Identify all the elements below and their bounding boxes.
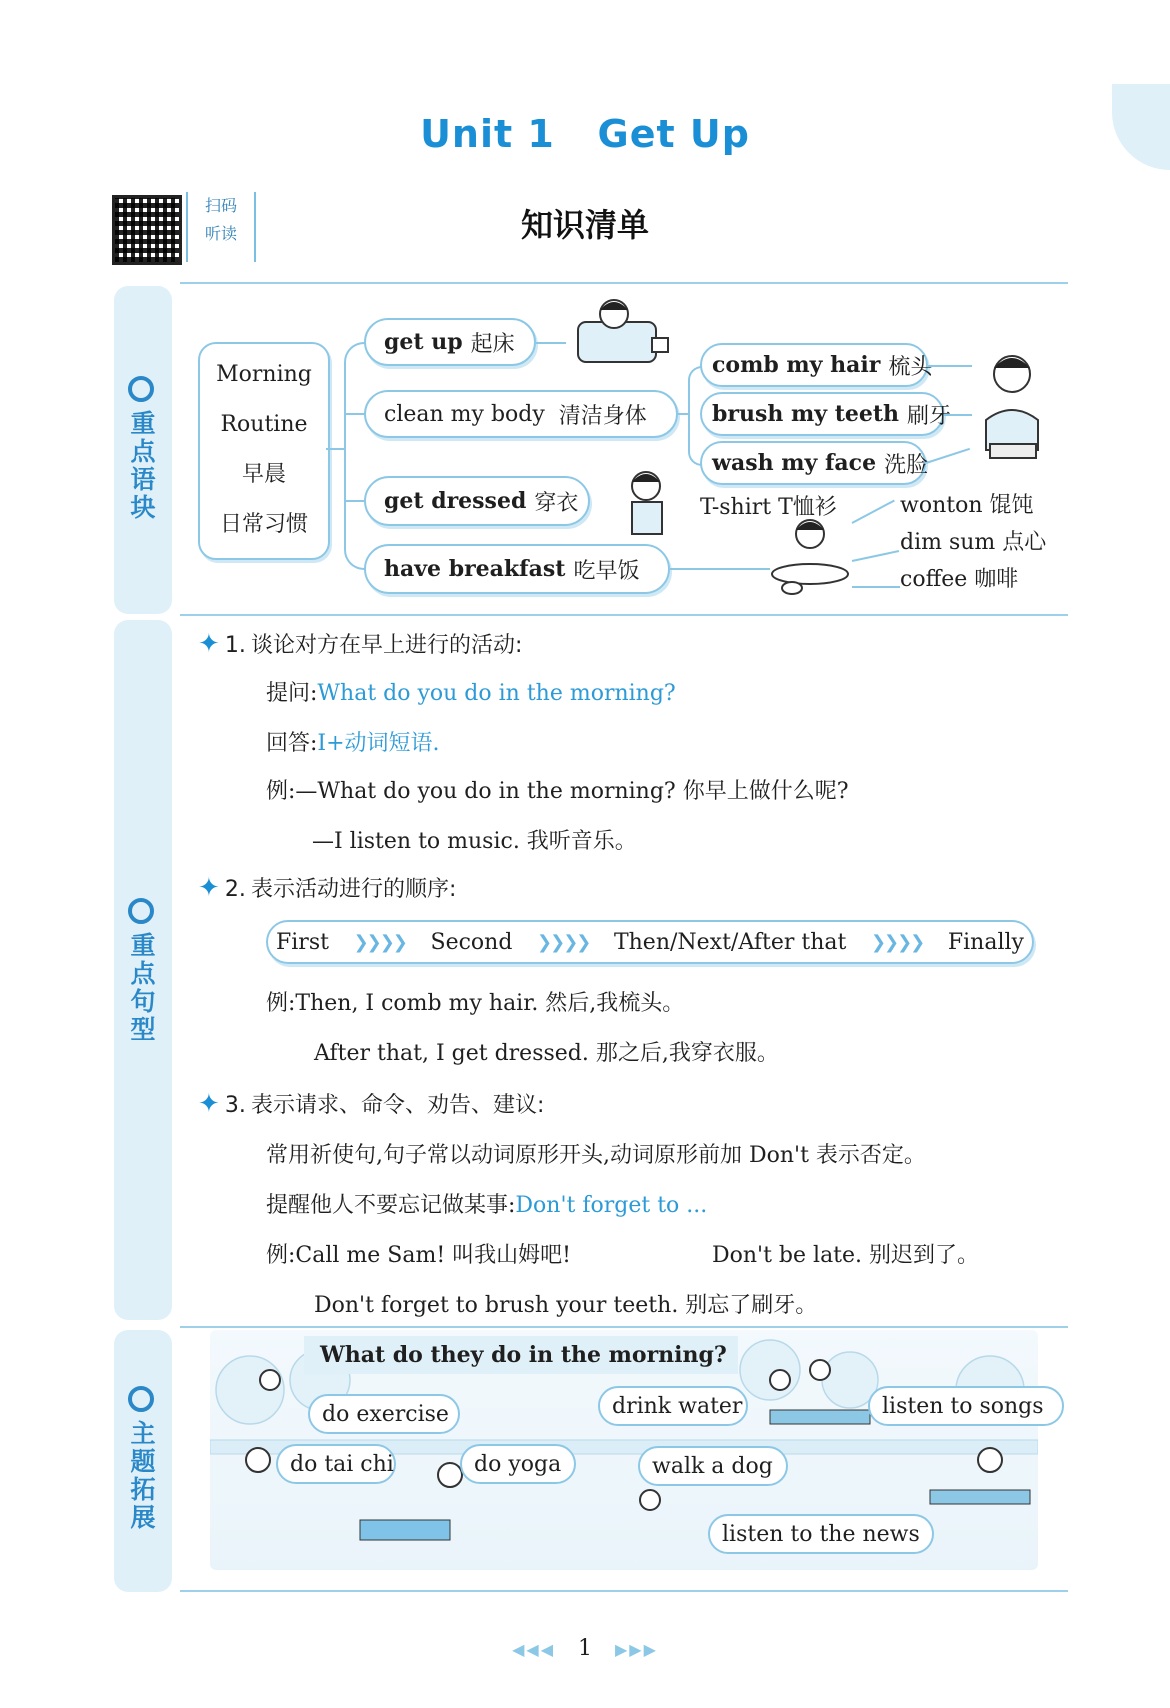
divider (180, 282, 1068, 284)
side-tab-char: 型 (130, 1015, 156, 1044)
chevrons-icon: ❯❯❯❯ (870, 931, 924, 953)
connector (344, 413, 366, 415)
phrase-get-up (364, 318, 536, 366)
item-title: 表示活动进行的顺序: (250, 877, 457, 902)
side-tab-sentences-label (114, 932, 172, 1044)
dressing-boy-illustration (618, 468, 678, 548)
sequence-word: Then/Next/After that (613, 929, 847, 955)
side-tab-char: 句 (130, 987, 156, 1016)
theme-item: do tai chi (276, 1444, 396, 1484)
side-tab-char: 拓 (130, 1475, 156, 1504)
label: 提醒他人不要忘记做某事: (266, 1193, 516, 1218)
connector (678, 413, 688, 415)
divider (180, 1326, 1068, 1328)
star-icon: ✦ (198, 629, 220, 659)
phrase-have-breakfast (364, 544, 670, 594)
side-tab-char: 展 (130, 1503, 156, 1532)
side-tab-phrases-label (114, 410, 172, 522)
sequence-word: First (276, 929, 329, 955)
star-icon: ✦ (198, 873, 220, 903)
sentence-3-heading (198, 1088, 544, 1119)
connector (326, 448, 344, 450)
page-number-value: 1 (578, 1636, 592, 1661)
item-number: 3. (224, 1093, 246, 1118)
phrase-zh: 洗脸 (884, 452, 929, 478)
sentence-3-line-1: 常用祈使句,句子常以动词原形开头,动词原形前加 Don't 表示否定。 (266, 1143, 926, 1168)
item-title: 谈论对方在早上进行的活动: (250, 633, 523, 658)
phrase-zh: 起床 (470, 331, 515, 357)
connector (852, 586, 900, 588)
phrase-zh: 清洁身体 (558, 403, 647, 429)
connector (926, 448, 970, 464)
side-tab-char: 重 (130, 931, 156, 960)
qr-label-line1: 扫码 (204, 196, 237, 215)
phrase-en: brush my teeth (712, 401, 900, 427)
answer-text: I+动词短语. (317, 731, 440, 756)
target-icon (128, 1386, 154, 1412)
sentence-2-example-2: After that, I get dressed. 那之后,我穿衣服。 (314, 1041, 779, 1066)
mind-map-root (198, 342, 330, 560)
connector (928, 365, 972, 367)
sequence-bar (266, 920, 1034, 964)
sentence-3-example-1b: Don't be late. 别迟到了。 (712, 1243, 980, 1268)
divider (180, 614, 1068, 616)
word-wonton: wonton 馄饨 (900, 493, 1034, 518)
phrase-en: get dressed (384, 488, 527, 514)
side-tab-char: 重 (130, 409, 156, 438)
phrase-en: have breakfast (384, 556, 566, 582)
theme-item: listen to the news (708, 1514, 934, 1554)
word-coffee: coffee 咖啡 (900, 567, 1019, 592)
label: 回答: (266, 731, 318, 756)
root-line: 早晨 (241, 462, 286, 487)
sentence-3-line-2 (266, 1188, 707, 1219)
question-text: What do you do in the morning? (317, 681, 676, 706)
item-number: 2. (224, 877, 246, 902)
page-title: Unit 1 Get Up (420, 112, 750, 156)
side-tab-char: 题 (130, 1447, 156, 1476)
chevrons-icon: ❯❯❯❯ (353, 931, 406, 953)
phrase-zh: 吃早饭 (573, 558, 640, 584)
label: 提问: (266, 681, 318, 706)
connector (536, 342, 566, 344)
theme-heading: What do they do in the morning? (304, 1336, 738, 1374)
root-line: 日常习惯 (219, 512, 308, 537)
phrase-en: wash my face (712, 450, 877, 476)
root-line: Morning (216, 362, 312, 387)
chevrons-icon: ❯❯❯❯ (537, 931, 590, 953)
phrase-zh: 梳头 (888, 354, 933, 380)
brushing-boy-illustration (978, 350, 1048, 460)
phrase-en: get up (384, 329, 463, 355)
phrase-brush-my-teeth (700, 392, 952, 436)
connector (944, 414, 972, 416)
breakfast-boy-illustration (770, 516, 852, 598)
sequence-word: Finally (947, 929, 1024, 955)
qr-label-line2: 听读 (204, 224, 237, 243)
side-tab-char: 点 (130, 437, 156, 466)
sentence-3-example-2: Don't forget to brush your teeth. 别忘了刷牙。 (314, 1293, 818, 1318)
side-tab-theme-label (114, 1420, 172, 1532)
word-dim-sum: dim sum 点心 (900, 530, 1047, 555)
sentence-3-example-1a: 例:Call me Sam! 叫我山姆吧! (266, 1243, 572, 1268)
phrase-wash-my-face (700, 441, 929, 485)
item-title: 表示请求、命令、劝告、建议: (250, 1093, 545, 1118)
sentence-2-example-1: 例:Then, I comb my hair. 然后,我梳头。 (266, 991, 685, 1016)
section-title: 知识清单 (520, 206, 649, 244)
connector (670, 568, 770, 570)
phrase-en: comb my hair (712, 352, 881, 378)
sentence-1-question (266, 676, 676, 707)
theme-item: drink water (598, 1386, 748, 1426)
target-icon (128, 898, 154, 924)
side-tab-char: 块 (130, 493, 156, 522)
sentence-1-example-2: —I listen to music. 我听音乐。 (312, 829, 637, 854)
right-arrows-icon: ▶▶▶ (615, 1640, 658, 1659)
phrase-comb-my-hair (700, 343, 933, 387)
target-icon (128, 376, 154, 402)
phrase-en: clean my body (384, 401, 545, 427)
item-number: 1. (224, 633, 246, 658)
root-line: Routine (220, 412, 308, 437)
star-icon: ✦ (198, 1089, 220, 1119)
connector (344, 500, 366, 502)
page-number (0, 1636, 1170, 1661)
side-tab-char: 语 (130, 465, 156, 494)
phrase-get-dressed (364, 476, 590, 526)
phrase-clean-my-body (364, 390, 678, 438)
theme-item: walk a dog (638, 1446, 788, 1486)
left-arrows-icon: ◀◀◀ (512, 1640, 555, 1659)
connector (852, 500, 895, 524)
side-tab-char: 主 (130, 1419, 156, 1448)
word-tshirt: T-shirt T恤衫 (700, 495, 837, 520)
pattern-text: Don't forget to ... (515, 1193, 708, 1218)
connector (852, 550, 899, 562)
divider (180, 1590, 1068, 1592)
sentence-1-answer (266, 726, 440, 757)
phrase-zh: 刷牙 (907, 403, 952, 429)
theme-item: do yoga (460, 1444, 576, 1484)
theme-item: listen to songs (868, 1386, 1064, 1426)
bed-boy-illustration (572, 292, 672, 372)
theme-item: do exercise (308, 1394, 460, 1434)
sentence-1-example-1: 例:—What do you do in the morning? 你早上做什么呢? (266, 779, 849, 804)
connector (344, 342, 368, 570)
sentence-2-heading (198, 872, 456, 903)
sequence-word: Second (430, 929, 513, 955)
side-tab-char: 点 (130, 959, 156, 988)
sentence-1-heading (198, 628, 522, 659)
phrase-zh: 穿衣 (534, 490, 579, 516)
